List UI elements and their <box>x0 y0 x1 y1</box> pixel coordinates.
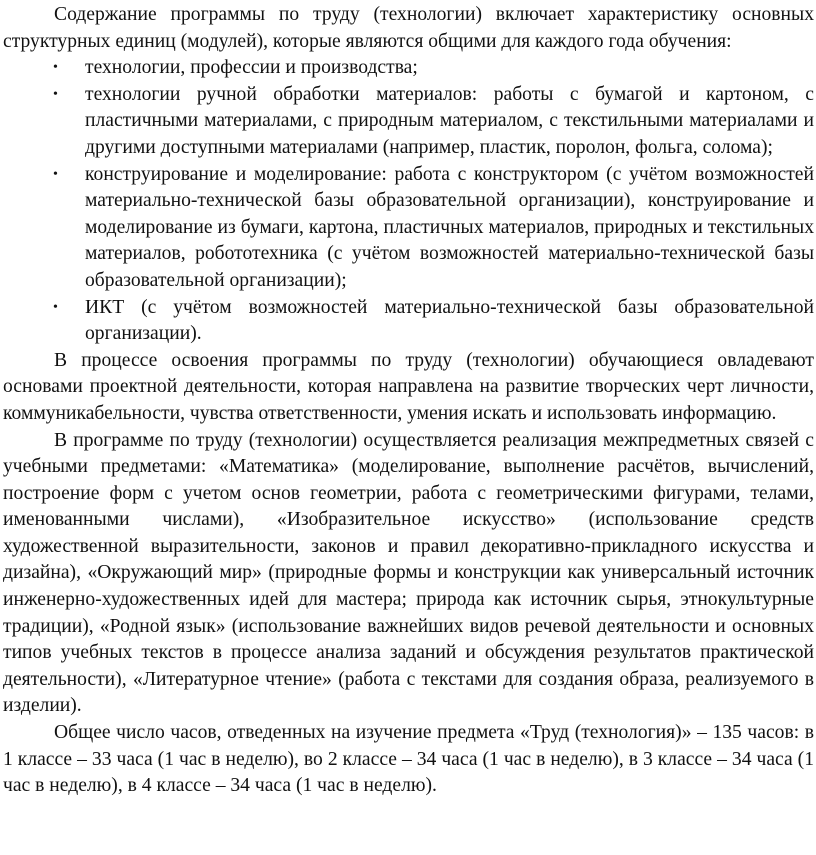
bullet-icon: • <box>53 86 58 102</box>
bullet-icon: • <box>53 60 58 76</box>
bullet-icon: • <box>53 299 58 315</box>
list-item-text: технологии ручной обработки материалов: работы с бумагой и картоном, с пластичными материалами, с природным материалом, с текстильными материалами и другими доступными материалами (например, пластик, поролон, фольга, солома); <box>85 83 814 158</box>
list-item <box>3 82 814 162</box>
list-item-text: ИКТ (с учётом возможностей материально-технической базы образовательной организации). <box>85 296 814 345</box>
intro-paragraph: Содержание программы по труду (технологии) включает характеристику основных структурных единиц (модулей), которые являются общими для каждого года обучения: <box>3 4 814 52</box>
hours-paragraph: Общее число часов, отведенных на изучение предмета «Труд (технология)» – 135 часов: в 1 классе – 33 часа (1 час в неделю), во 2 классе – 34 часа (1 час в неделю), в 3 классе – 34 часа (1 час в неделю), в 4 классе – 34 часа (1 час в неделю). <box>3 722 814 797</box>
list-item <box>3 55 814 82</box>
list-item-text: технологии, профессии и производства; <box>85 57 418 79</box>
bullet-icon: • <box>53 166 58 182</box>
project-activity-paragraph: В процессе освоения программы по труду (технологии) обучающиеся овладевают основами проектной деятельности, которая направлена на развитие творческих черт личности, коммуникабельности, чувства ответственности, умения искать и использовать информацию. <box>3 349 814 424</box>
list-item <box>3 162 814 295</box>
modules-list <box>3 55 814 348</box>
list-item-text: конструирование и моделирование: работа с конструктором (с учётом возможностей материально-технической базы образовательной организации), конструирование и моделирование из бумаги, картона, пластичных материалов, природных и текстильных материалов, робототехника (с учётом возможностей материально-технической базы образовательной организации); <box>85 163 814 291</box>
interdisciplinary-paragraph: В программе по труду (технологии) осуществляется реализация межпредметных связей с учебными предметами: «Математика» (моделирование, выполнение расчётов, вычислений, построение форм с учетом основ геометрии, работа с геометрическими фигурами, телами, именованными числами), «Изобразительное искусство» (использование средств художественной выразительности, законов и правил декоративно-прикладного искусства и дизайна), «Окружающий мир» (природные формы и конструкции как универсальный источник инженерно-художественных идей для мастера; природа как источник сырья, этнокультурные традиции), «Родной язык» (использование важнейших видов речевой деятельности и основных типов учебных текстов в процессе анализа заданий и обсуждения результатов практической деятельности), «Литературное чтение» (работа с текстами для создания образа, реализуемого в изделии). <box>3 429 814 717</box>
list-item <box>3 295 814 348</box>
